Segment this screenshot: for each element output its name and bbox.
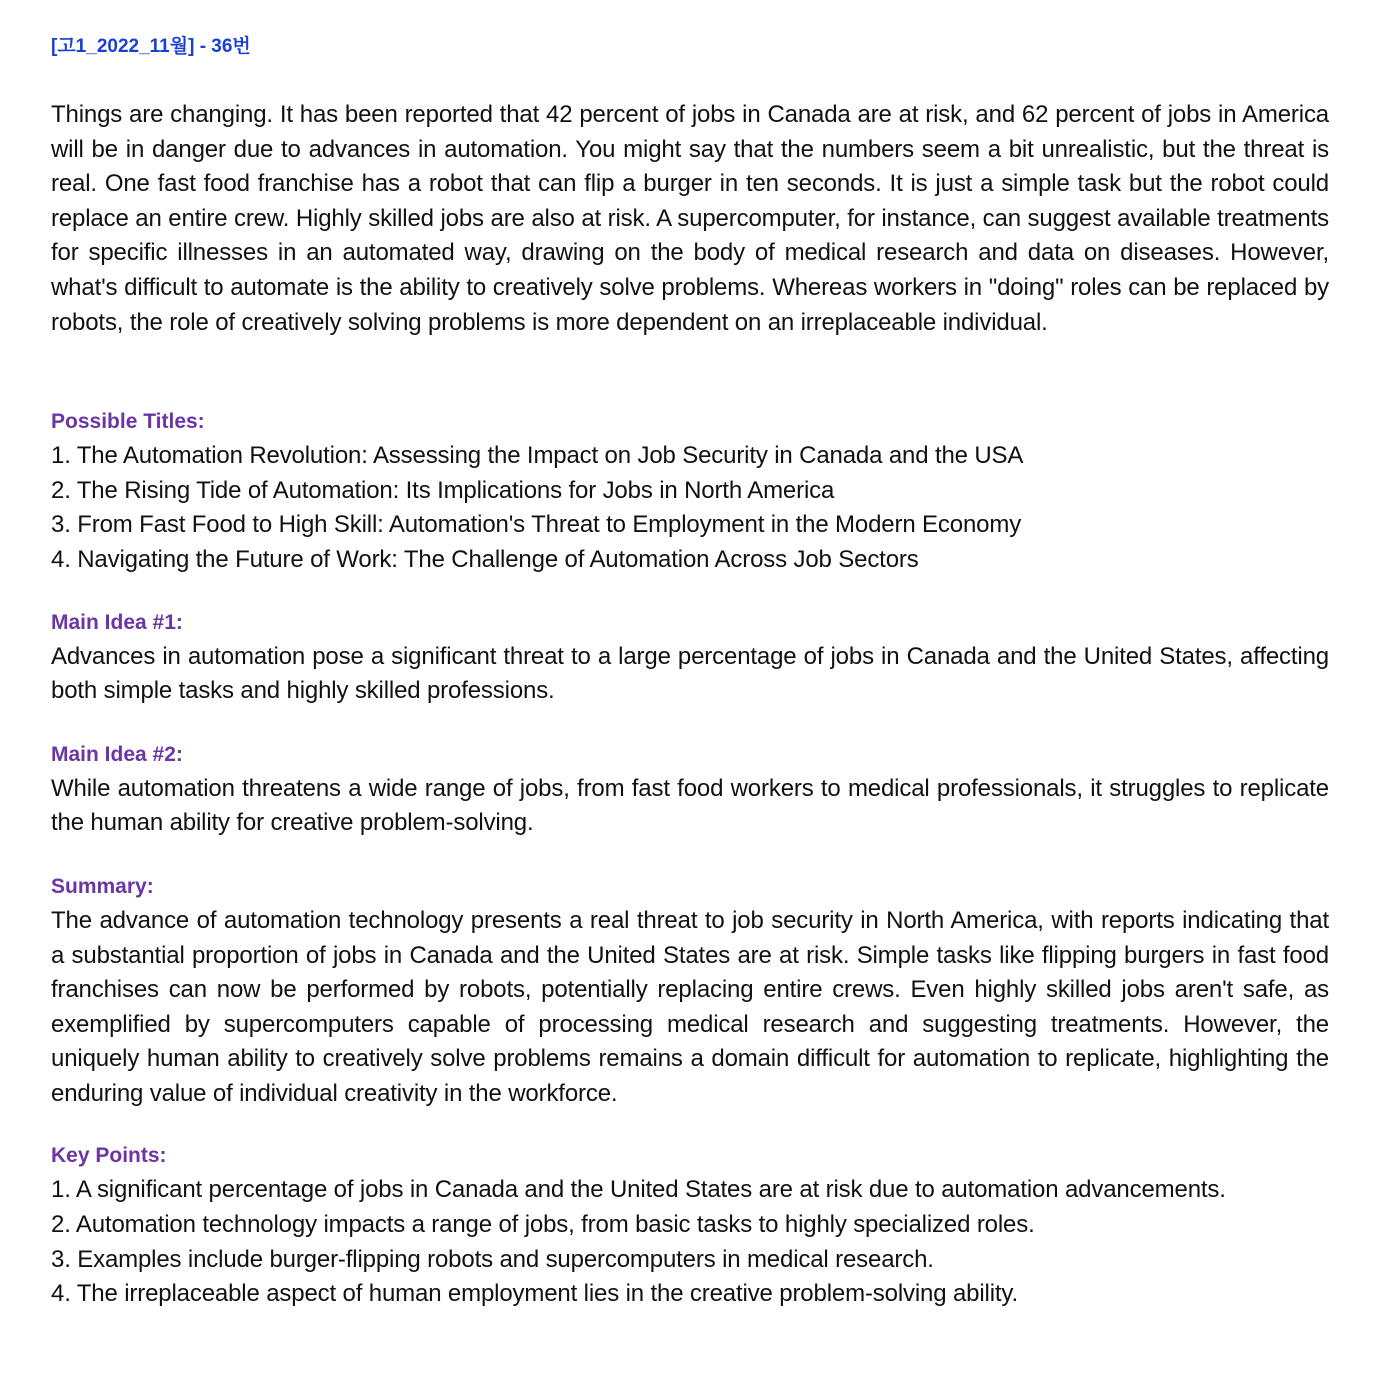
list-item: 2. The Rising Tide of Automation: Its Implications for Jobs in North America	[51, 476, 835, 504]
list-item: 1. A significant percentage of jobs in Canada and the United States are at risk due to automation advancements.	[51, 1176, 1226, 1204]
source-tag: [고1_2022_11월] - 36번	[51, 36, 251, 57]
main-idea-2-text: While automation threatens a wide range of jobs, from fast food workers to medical professionals, it struggles to replicate the human ability for creative problem-solving.	[51, 774, 1329, 837]
main-idea-2-section	[51, 740, 1329, 841]
main-idea-1-heading: Main Idea #1:	[51, 610, 183, 634]
main-idea-1-text: Advances in automation pose a significant threat to a large percentage of jobs in Canada and the United States, affecting both simple tasks and highly skilled professions.	[51, 642, 1329, 705]
key-points-heading: Key Points:	[51, 1144, 167, 1168]
list-item: 3. Examples include burger-flipping robots and supercomputers in medical research.	[51, 1245, 934, 1273]
possible-titles-section	[51, 407, 1329, 577]
list-item: 1. The Automation Revolution: Assessing the Impact on Job Security in Canada and the USA	[51, 442, 1024, 470]
list-item: 2. Automation technology impacts a range of jobs, from basic tasks to highly specialized roles.	[51, 1211, 1035, 1239]
key-points-list	[51, 1173, 1329, 1311]
list-item: 4. Navigating the Future of Work: The Challenge of Automation Across Job Sectors	[51, 545, 919, 573]
summary-text: The advance of automation technology presents a real threat to job security in North America, with reports indicating that a substantial proportion of jobs in Canada and the United States are at risk. Simple tasks like flipping burgers in fast food franchises can now be performed by robots, potentially replacing entire crews. Even highly skilled jobs aren't safe, as exemplified by supercomputers capable of processing medical research and suggesting treatments. However, the uniquely human ability to creatively solve problems remains a domain difficult for automation to replicate, highlighting the enduring value of individual creativity in the workforce.	[51, 906, 1329, 1107]
list-item: 3. From Fast Food to High Skill: Automation's Threat to Employment in the Modern Economy	[51, 511, 1022, 539]
passage-text: Things are changing. It has been reported that 42 percent of jobs in Canada are at risk, and 62 percent of jobs in America will be in danger due to advances in automation. You might say that the numbers seem a bit unrealistic, but the threat is real. One fast food franchise has a robot that can flip a burger in ten seconds. It is just a simple task but the robot could replace an entire crew. Highly skilled jobs are also at risk. A supercomputer, for instance, can suggest available treatments for specific illnesses in an automated way, drawing on the body of medical research and data on diseases. However, what's difficult to automate is the ability to creatively solve problems. Whereas workers in "doing" roles can be replaced by robots, the role of creatively solving problems is more dependent on an irreplaceable individual.	[51, 101, 1329, 336]
summary-heading: Summary:	[51, 874, 154, 898]
list-item: 4. The irreplaceable aspect of human employment lies in the creative problem-solving ability.	[51, 1280, 1018, 1308]
possible-titles-list	[51, 439, 1329, 577]
summary-section	[51, 872, 1329, 1112]
main-idea-1-section	[51, 608, 1329, 709]
main-idea-2-heading: Main Idea #2:	[51, 742, 183, 766]
key-points-section	[51, 1141, 1329, 1311]
possible-titles-heading: Possible Titles:	[51, 410, 205, 434]
